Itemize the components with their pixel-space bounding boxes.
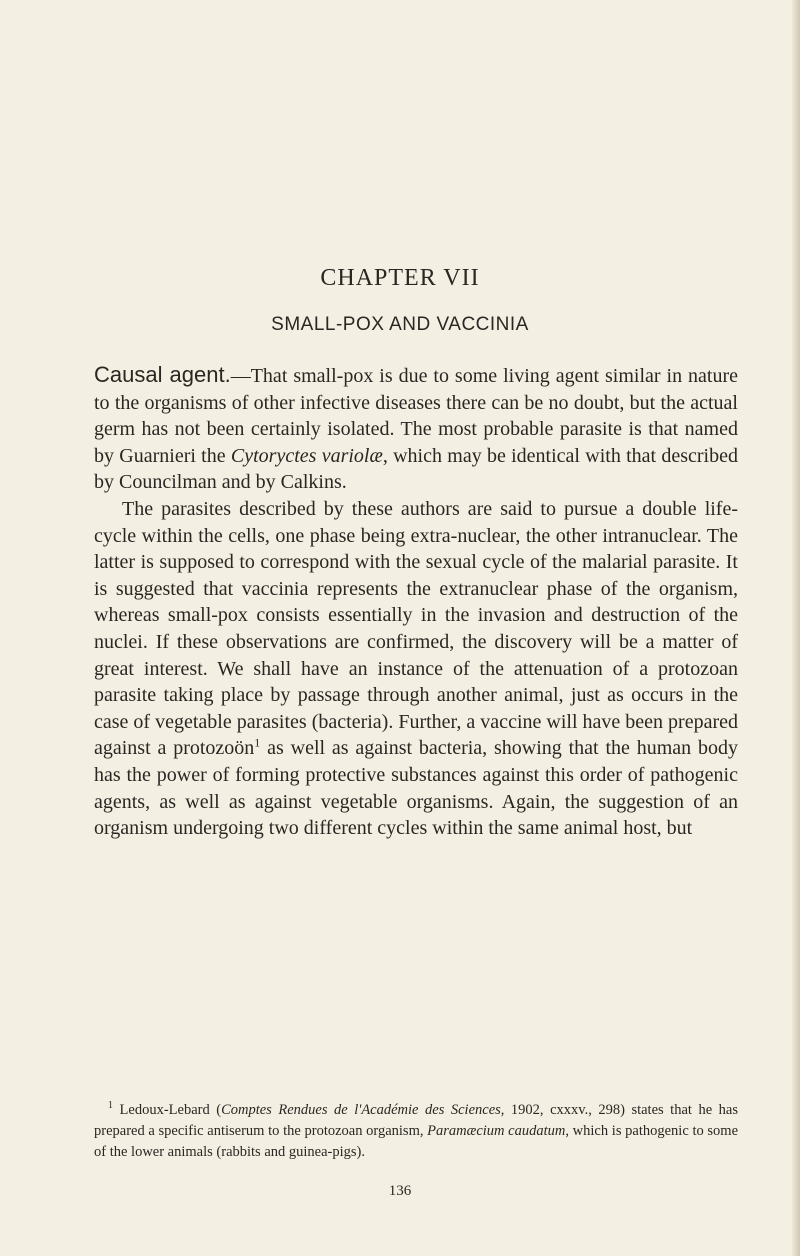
paragraph-causal-agent [94, 362, 738, 496]
paragraph1-text-b: , which may be identical with that described by Councilman and by Calkins. [94, 444, 738, 494]
body-text [94, 362, 738, 842]
page-number: 136 [388, 1183, 412, 1199]
paragraph1-text-a: —That small-pox is due to some living agent similar in nature to the organisms of other infective diseases there can be no doubt, but the actual germ has not been certainly isolated. The most probable parasite is that named by Guarnieri the [94, 365, 738, 467]
section-heading: SMALL-POX AND VACCINIA [271, 314, 529, 335]
species-name: Cytoryctes variolæ [230, 444, 383, 467]
footnote [94, 1100, 738, 1163]
run-in-heading: Causal agent. [94, 362, 231, 387]
footnote-reference[interactable]: 1 [254, 735, 261, 750]
paragraph-parasites [94, 496, 738, 842]
paragraph2-text-a: The parasites described by these authors are said to pursue a double life-cycle within the cells, one phase being extra-nuclear, the other intranuclear. The latter is supposed to correspond with the sexual cycle of the malarial parasite. It is suggested that vaccinia represents the extranuclear phase of the organism, whereas small-pox consists essentially in the invasion and destruction of the nuclei. If these observations are confirmed, the discovery will be a matter of great interest. We shall have an instance of the attenuation of a protozoan parasite taking place by passage through another animal, just as occurs in the case of vegetable parasites (bacteria). Further, a vaccine will have been prepared against a protozoön [94, 497, 738, 760]
footnote-text-b: , 1902, cxxxv., 298) states that he has prepared a specific antiserum to the protozoan organism, [94, 1102, 738, 1139]
footnote-text-c: , which is pathogenic to some of the lower animals (rabbits and guinea-pigs). [94, 1123, 739, 1160]
page-edge-shadow [792, 0, 800, 1256]
paragraph2-text-b: as well as against bacteria, showing that the human body has the power of forming protective substances against this order of pathogenic agents, as well as against vegetable organisms. Again, the suggestion of an organism undergoing two different cycles within the same animal host, but [94, 737, 738, 840]
footnote-block [94, 1100, 738, 1163]
journal-title: Comptes Rendues de l'Académie des Sciences [221, 1102, 501, 1118]
footnote-species-name: Paramæcium caudatum [427, 1123, 566, 1139]
chapter-heading: CHAPTER VII [320, 265, 480, 291]
footnote-text-a: Ledoux-Lebard ( [113, 1102, 222, 1118]
footnote-marker: 1 [108, 1100, 113, 1112]
